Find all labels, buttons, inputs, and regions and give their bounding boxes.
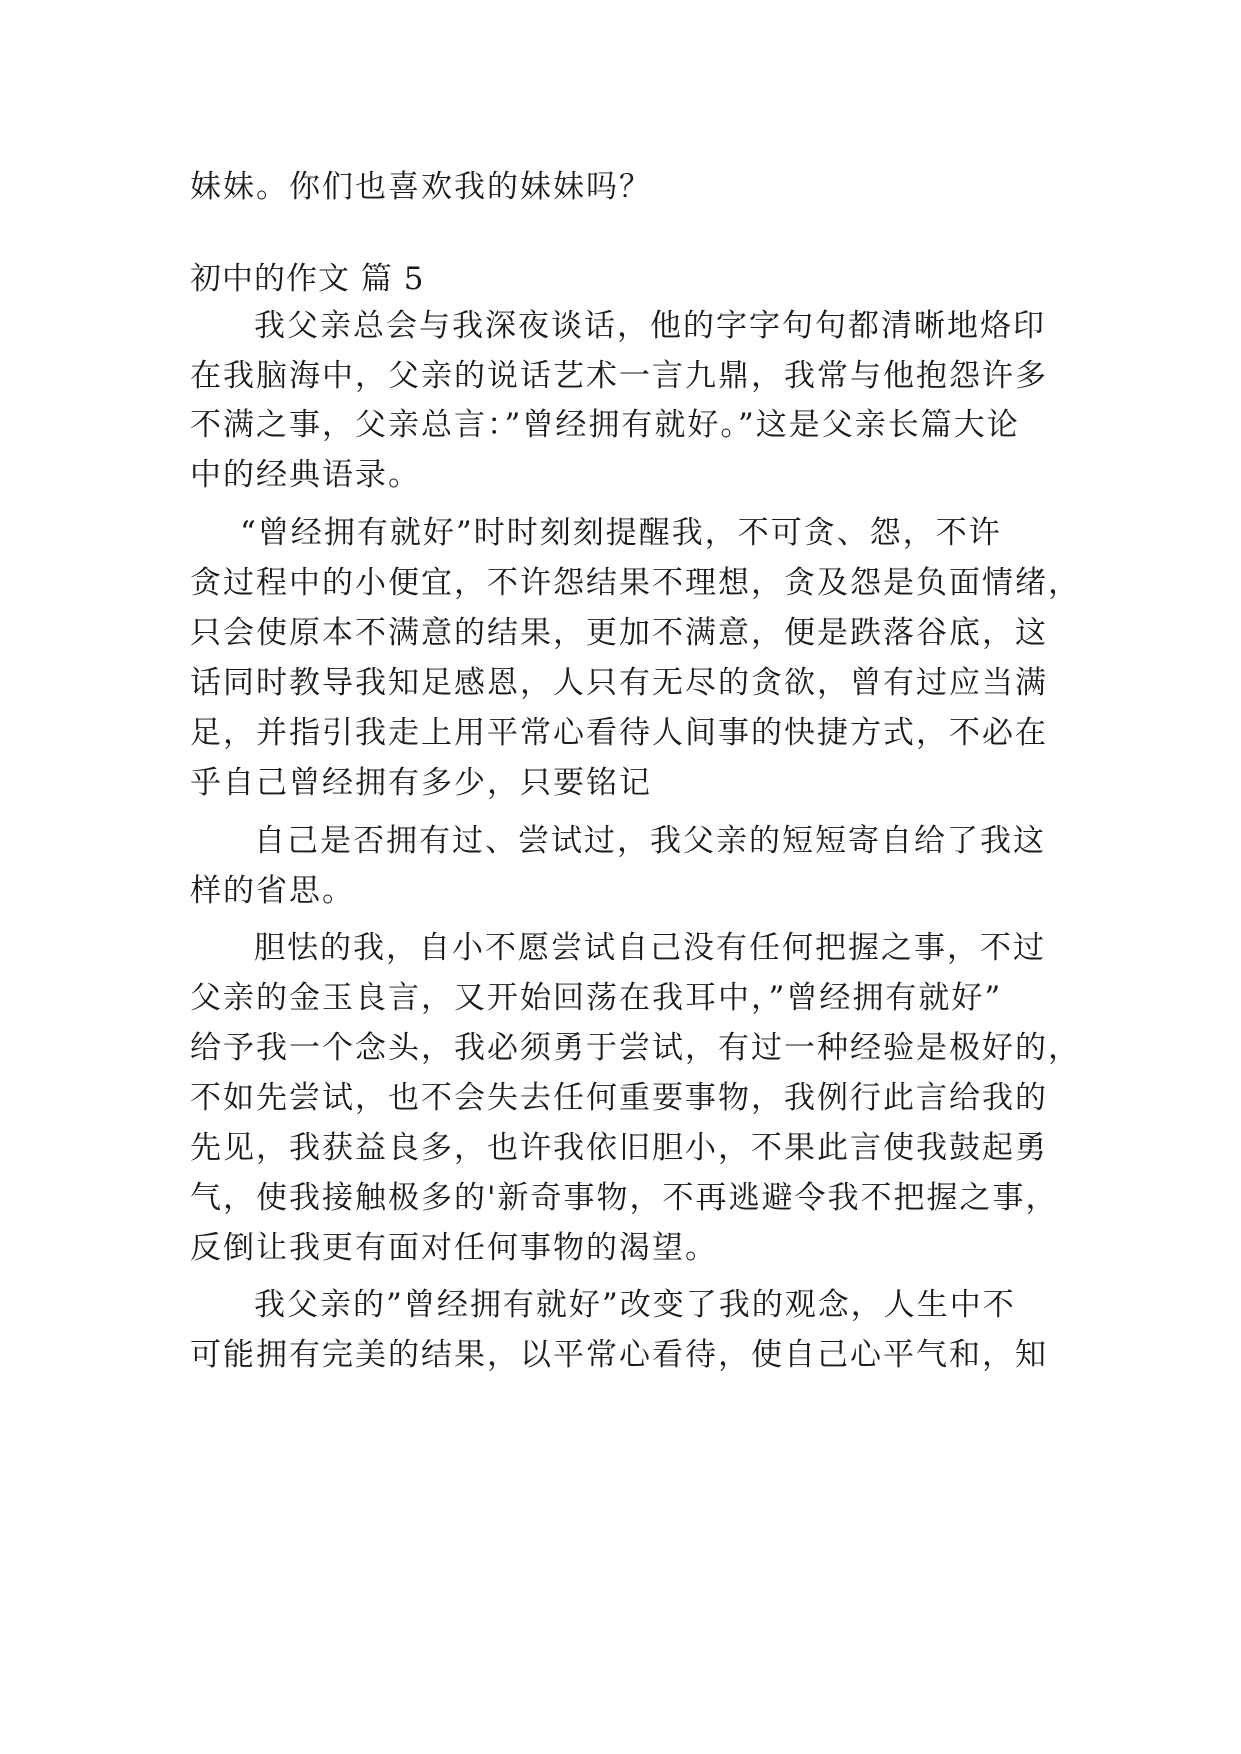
paragraph-line: “曾经拥有就好”时时刻刻提醒我，不可贪、怨，不许 [240,515,1002,551]
paragraph-line: 乎自己曾经拥有多少，只要铭记 [190,765,652,801]
paragraph-line: 先见，我获益良多，也许我依旧胆小，不果此言使我鼓起勇 [190,1130,1048,1166]
paragraph-line: 我父亲总会与我深夜谈话，他的字字句句都清晰地烙印 [254,308,1046,344]
paragraph-line: 中的经典语录。 [190,457,421,493]
paragraph-line: 可能拥有完美的结果，以平常心看待，使自己心平气和，知 [190,1337,1048,1373]
paragraph-line: 胆怯的我，自小不愿尝试自己没有任何把握之事，不过 [254,930,1046,966]
paragraph-line: 我父亲的”曾经拥有就好”改变了我的观念，人生中不 [254,1287,1016,1323]
paragraph-line: 妹妹。你们也喜欢我的妹妹吗？ [190,169,652,205]
paragraph-line: 在我脑海中，父亲的说话艺术一言九鼎，我常与他抱怨许多 [190,358,1048,394]
paragraph-line: 父亲的金玉良言，又开始回荡在我耳中，”曾经拥有就好” [190,980,1003,1016]
paragraph-line: 足，并指引我走上用平常心看待人间事的快捷方式，不必在 [190,715,1048,751]
paragraph-line: 贪过程中的小便宜，不许怨结果不理想，贪及怨是负面情绪， [190,565,1081,601]
paragraph-line: 样的省思。 [190,873,355,909]
paragraph-line: 只会使原本不满意的结果，更加不满意，便是跌落谷底，这 [190,615,1048,651]
paragraph-line: 自己是否拥有过、尝试过，我父亲的短短寄自给了我这 [254,823,1046,859]
paragraph-line: 气，使我接触极多的'新奇事物，不再逃避令我不把握之事， [190,1180,1059,1216]
paragraph-line: 不满之事，父亲总言：”曾经拥有就好。”这是父亲长篇大论 [190,407,1020,443]
paragraph-line: 给予我一个念头，我必须勇于尝试，有过一种经验是极好的， [190,1030,1081,1066]
section-heading: 初中的作文 篇 5 [190,261,425,297]
paragraph-line: 话同时教导我知足感恩，人只有无尽的贪欲，曾有过应当满 [190,665,1048,701]
paragraph-line: 反倒让我更有面对任何事物的渴望。 [190,1230,718,1266]
paragraph-line: 不如先尝试，也不会失去任何重要事物，我例行此言给我的 [190,1080,1048,1116]
